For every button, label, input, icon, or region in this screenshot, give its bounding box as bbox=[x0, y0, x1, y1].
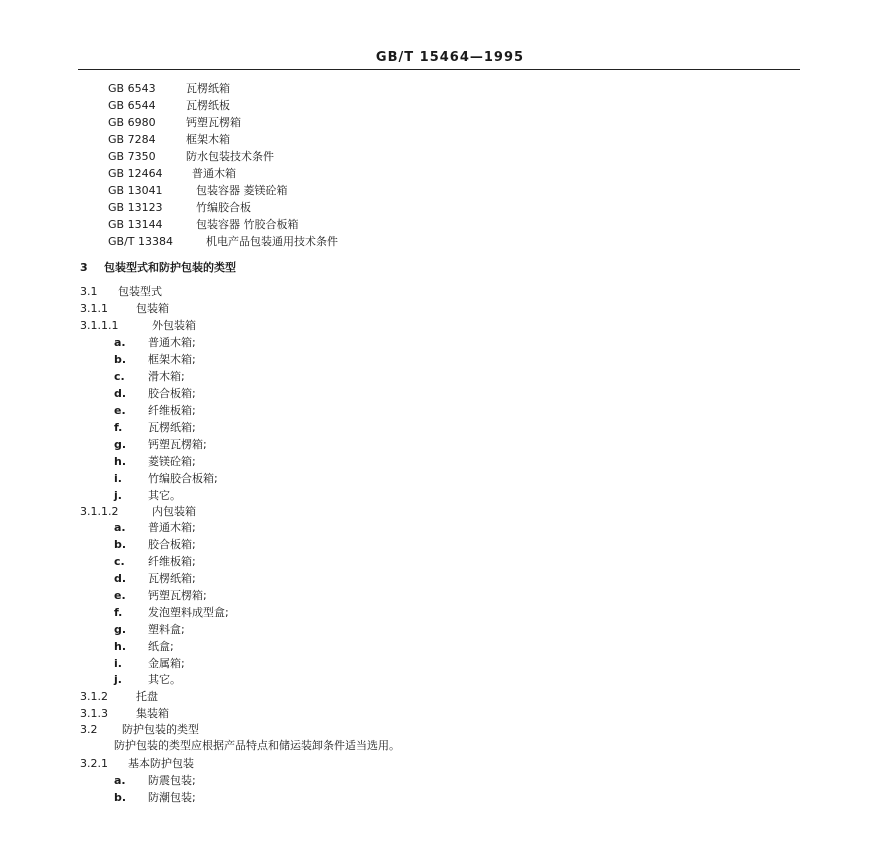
reference-code: GB 13144 bbox=[108, 218, 163, 231]
list-text: 普通木箱; bbox=[148, 336, 196, 349]
section-title: 托盘 bbox=[136, 690, 158, 703]
reference-title: 竹编胶合板 bbox=[196, 201, 251, 214]
section-title: 内包装箱 bbox=[152, 505, 196, 518]
list-text: 发泡塑料成型盒; bbox=[148, 606, 229, 619]
list-marker: d. bbox=[114, 387, 127, 400]
list-text: 瓦楞纸箱; bbox=[148, 421, 196, 434]
list-text: 瓦楞纸箱; bbox=[148, 572, 196, 585]
list-text: 防震包装; bbox=[148, 774, 196, 787]
reference-code: GB 12464 bbox=[108, 167, 163, 180]
section-number: 3.1.1 bbox=[80, 302, 108, 315]
reference-title: 框架木箱 bbox=[186, 133, 230, 146]
section-title: 包装箱 bbox=[136, 302, 169, 315]
list-marker: g. bbox=[114, 438, 127, 451]
reference-title: 防水包装技术条件 bbox=[186, 150, 274, 163]
reference-code: GB 7284 bbox=[108, 133, 156, 146]
list-text: 塑料盒; bbox=[148, 623, 185, 636]
list-text: 胶合板箱; bbox=[148, 538, 196, 551]
section-number: 3 bbox=[80, 261, 88, 274]
section-number: 3.1.3 bbox=[80, 707, 108, 720]
list-text: 滑木箱; bbox=[148, 370, 185, 383]
list-text: 其它。 bbox=[148, 673, 181, 686]
reference-title: 普通木箱 bbox=[192, 167, 236, 180]
reference-code: GB/T 13384 bbox=[108, 235, 173, 248]
list-text: 钙塑瓦楞箱; bbox=[148, 589, 207, 602]
section-title: 防护包装的类型 bbox=[122, 723, 199, 736]
list-marker: b. bbox=[114, 791, 127, 804]
list-text: 其它。 bbox=[148, 489, 181, 502]
list-marker: j. bbox=[114, 673, 122, 686]
list-text: 钙塑瓦楞箱; bbox=[148, 438, 207, 451]
paragraph-text: 防护包装的类型应根据产品特点和储运装卸条件适当选用。 bbox=[114, 739, 400, 752]
list-marker: h. bbox=[114, 455, 127, 468]
list-marker: b. bbox=[114, 353, 127, 366]
list-marker: d. bbox=[114, 572, 127, 585]
list-text: 金属箱; bbox=[148, 657, 185, 670]
section-title: 集装箱 bbox=[136, 707, 169, 720]
list-marker: c. bbox=[114, 555, 125, 568]
reference-title: 机电产品包装通用技术条件 bbox=[206, 235, 338, 248]
list-text: 纸盒; bbox=[148, 640, 174, 653]
reference-title: 包装容器 菱镁砼箱 bbox=[196, 184, 288, 197]
list-marker: i. bbox=[114, 657, 122, 670]
reference-code: GB 7350 bbox=[108, 150, 156, 163]
list-marker: a. bbox=[114, 336, 126, 349]
header-rule bbox=[78, 69, 800, 70]
section-title: 包装型式和防护包装的类型 bbox=[104, 261, 236, 274]
list-text: 菱镁砼箱; bbox=[148, 455, 196, 468]
list-marker: a. bbox=[114, 774, 126, 787]
reference-title: 瓦楞纸板 bbox=[186, 99, 230, 112]
reference-code: GB 13041 bbox=[108, 184, 163, 197]
reference-title: 包装容器 竹胶合板箱 bbox=[196, 218, 299, 231]
section-title: 外包装箱 bbox=[152, 319, 196, 332]
list-text: 胶合板箱; bbox=[148, 387, 196, 400]
list-text: 纤维板箱; bbox=[148, 555, 196, 568]
section-number: 3.1 bbox=[80, 285, 98, 298]
list-marker: g. bbox=[114, 623, 127, 636]
list-text: 纤维板箱; bbox=[148, 404, 196, 417]
reference-title: 钙塑瓦楞箱 bbox=[186, 116, 241, 129]
list-marker: f. bbox=[114, 421, 123, 434]
list-marker: f. bbox=[114, 606, 123, 619]
list-marker: e. bbox=[114, 404, 126, 417]
reference-code: GB 6543 bbox=[108, 82, 156, 95]
list-marker: e. bbox=[114, 589, 126, 602]
list-marker: h. bbox=[114, 640, 127, 653]
section-number: 3.1.1.1 bbox=[80, 319, 119, 332]
section-number: 3.2 bbox=[80, 723, 98, 736]
list-marker: i. bbox=[114, 472, 122, 485]
list-marker: a. bbox=[114, 521, 126, 534]
list-text: 防潮包装; bbox=[148, 791, 196, 804]
list-text: 竹编胶合板箱; bbox=[148, 472, 218, 485]
reference-code: GB 6980 bbox=[108, 116, 156, 129]
reference-code: GB 13123 bbox=[108, 201, 163, 214]
list-text: 框架木箱; bbox=[148, 353, 196, 366]
standard-header: GB/T 15464—1995 bbox=[375, 50, 525, 65]
section-title: 包装型式 bbox=[118, 285, 162, 298]
section-title: 基本防护包装 bbox=[128, 757, 194, 770]
list-marker: b. bbox=[114, 538, 127, 551]
section-number: 3.1.1.2 bbox=[80, 505, 119, 518]
reference-code: GB 6544 bbox=[108, 99, 156, 112]
section-number: 3.1.2 bbox=[80, 690, 108, 703]
reference-title: 瓦楞纸箱 bbox=[186, 82, 230, 95]
section-number: 3.2.1 bbox=[80, 757, 108, 770]
list-text: 普通木箱; bbox=[148, 521, 196, 534]
list-marker: j. bbox=[114, 489, 122, 502]
list-marker: c. bbox=[114, 370, 125, 383]
